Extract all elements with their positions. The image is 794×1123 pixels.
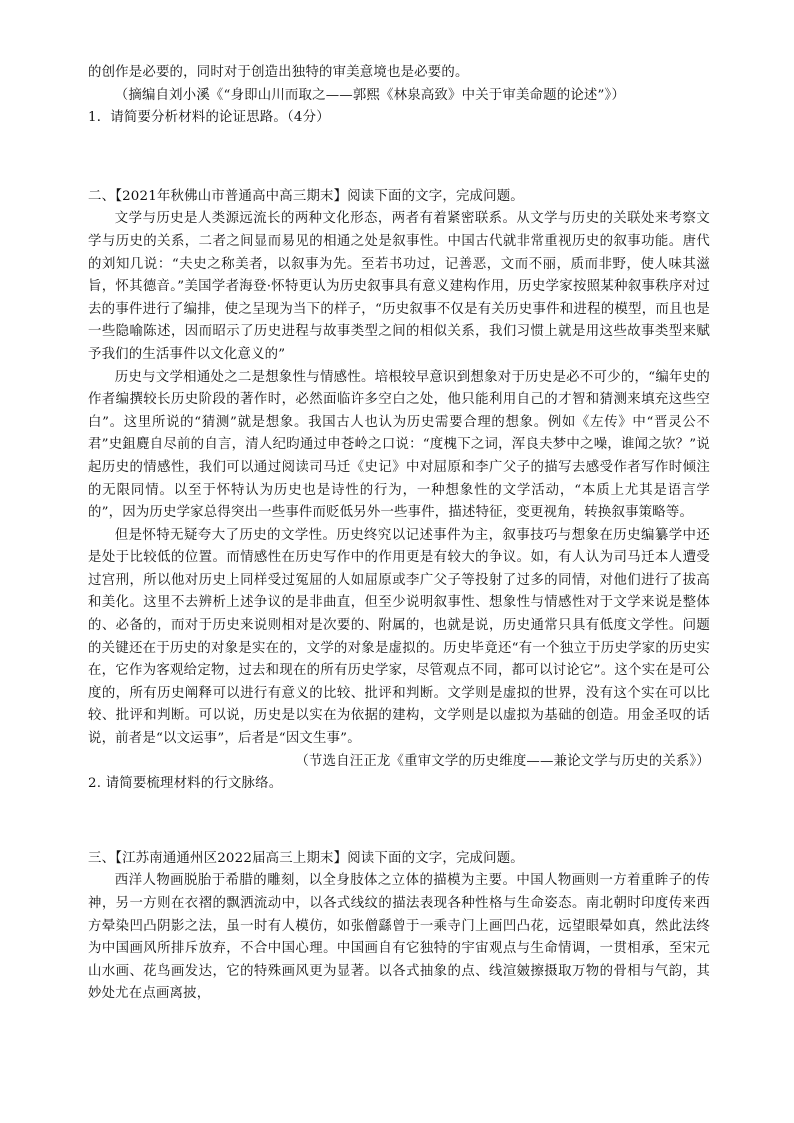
section2-heading: 二、【2021年秋佛山市普通高中高三期末】阅读下面的文字，完成问题。 [88,188,524,204]
section2-paragraph-2: 历史与文学相通处之二是想象性与情感性。培根较早意识到想象对于历史是必不可少的，“编年史的作者编撰较长历史阶段的著作时，必然面临许多空白之处，他只能利用自己的才智和猜测来填充这些空白”。这里所说的“猜测”就是想象。我国古人也认为历史需要合理的想象。例如《左传》中“晋灵公不君”史鉏麑自尽前的自言，清人纪昀通过申苍岭之口说：“度槐下之词，浑良夫梦中之噪，谁闻之欤？”说起历史的情感性，我们可以通过阅读司马迁《史记》中对屈原和李广父子的描写去感受作者写作时倾注的无限同情。以至于怀特认为历史也是诗性的行为，一种想象性的文学活动，“本质上尤其是语言学的”，因为历史学家总得突出一些事件而贬低另外一些事件，描述特征，变更视角，转换叙事策略等。 [88,369,710,521]
answer-space-2 [88,796,710,848]
section3-paragraph-1: 西洋人物画脱胎于希腊的雕刻，以全身肢体之立体的描模为主要。中国人物画则一方着重眸子的传神，另一方则在衣褶的飘洒流动中，以各式线纹的描法表现各种性格与生命姿态。南北朝时印度传来西方晕染凹凸阴影之法，虽一时有人模仿，如张僧繇曾于一乘寺门上画凹凸花，远望眼晕如真，然此法终为中国画风所排斥放弃，不合中国心理。中国画自有它独特的宇宙观点与生命情调，一贯相承，至宋元山水画、花鸟画发达，它的特殊画风更为显著。以各式抽象的点、线渲皴擦摄取万物的骨相与气韵，其妙处尤在点画离披， [88,873,710,1002]
section2-paragraph-1: 文学与历史是人类源远流长的两种文化形态，两者有着紧密联系。从文学与历史的关联处来考察文学与历史的关系，二者之间显而易见的相通之处是叙事性。中国古代就非常重视历史的叙事功能。唐代的刘知几说：“夫史之称美者，以叙事为先。至若书功过，记善恶，文而不丽，质而非野，使人味其滋旨，怀其德音。”美国学者海登·怀特更认为历史叙事具有意义建构作用，历史学家按照某种叙事秩序对过去的事件进行了编排，使之呈现为当下的样子，“历史叙事不仅是有关历史事件和进程的模型，而且也是一些隐喻陈述，因而昭示了历史进程与故事类型之间的相似关系，我们习惯上就是用这些故事类型来赋予我们的生活事件以文化意义的” [88,211,710,362]
section1-tail: 的创作是必要的，同时对于创造出独特的审美意境也是必要的。 [88,65,469,80]
question-2: 2. 请简要梳理材料的行文脉络。 [88,776,283,792]
section2-source: （节选自汪正龙《重审文学的历史维度——兼论文学与历史的关系》） [295,753,710,769]
section2-paragraph-3: 但是怀特无疑夸大了历史的文学性。历史终究以记述事件为主，叙事技巧与想象在历史编纂学中还是处于比较低的位置。而情感性在历史写作中的作用更是有较大的争议。如，有人认为司马迁本人遭受过宫刑，所以他对历史上同样受过冤屈的人如屈原或李广父子等投射了过多的同情，对他们进行了拔高和美化。这里不去辨析上述争议的是非曲直，但至少说明叙事性、想象性与情感性对于文学来说是整体的、必备的，而对于历史来说则相对是次要的、附属的，也就是说，历史通常只具有低度文学性。问题的关键还在于历史的对象是实在的，文学的对象是虚拟的。历史毕竟还“有一个独立于历史学家的历史实在，它作为客观给定物，过去和现在的所有历史学家，尽管观点不同，都可以讨论它”。这个实在是可公度的，所有历史阐释可以进行有意义的比较、批评和判断。文学则是虚拟的世界，没有这个实在可以比较、批评和判断。可以说，历史是以实在为依据的建构，文学则是以虚拟为基础的创造。用金圣叹的话说，前者是“以文运事”，后者是“因文生事”。 [88,527,710,747]
section1-source: （摘编自刘小溪《“身即山川而取之——郭熙《林泉高致》中关于审美命题的论述”》） [114,87,626,103]
document-page [88,62,710,1006]
answer-space-1 [88,130,710,186]
question-1: 1．请简要分析材料的论证思路。（4分） [88,110,330,126]
section3-heading: 三、【江苏南通通州区2022届高三上期末】阅读下面的文字，完成问题。 [88,850,524,866]
